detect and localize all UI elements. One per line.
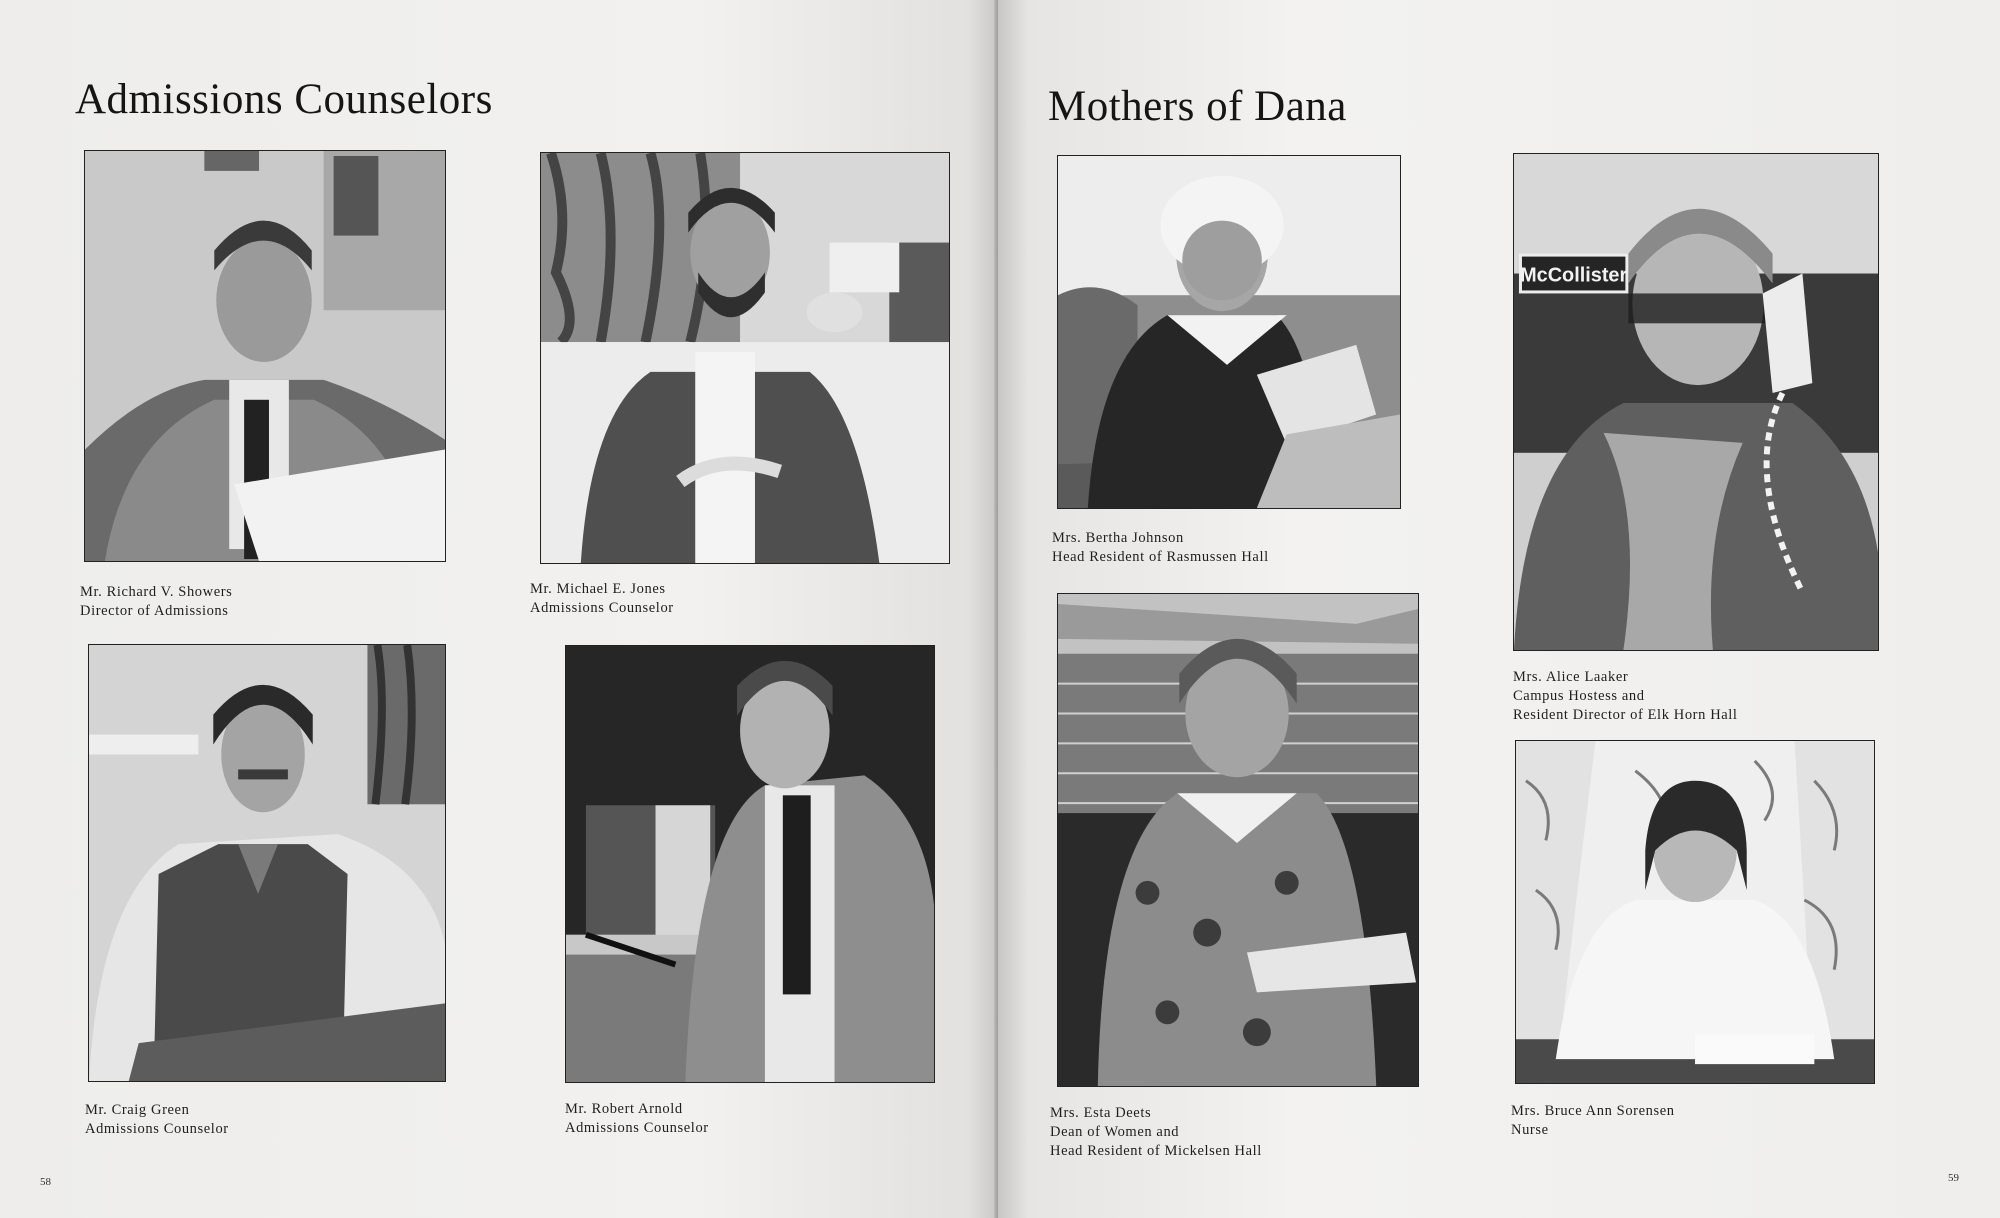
person-name: Mr. Richard V. Showers (80, 584, 233, 600)
person-role: Nurse (1511, 1122, 1549, 1138)
caption-alice-laaker (1513, 668, 1738, 725)
person-role: Head Resident of Rasmussen Hall (1052, 549, 1269, 565)
caption-michael-jones (530, 580, 674, 618)
photo-robert-arnold (565, 645, 935, 1083)
photo-richard-showers (84, 150, 446, 562)
caption-bertha-johnson (1052, 529, 1269, 567)
person-role: Director of Admissions (80, 603, 229, 619)
person-name: Mr. Craig Green (85, 1102, 190, 1118)
page-number-left: 58 (40, 1176, 51, 1188)
left-page-title: Admissions Counselors (75, 76, 493, 123)
mccollister-sign-text: McCollister (1520, 264, 1628, 287)
person-role: Campus Hostess and (1513, 688, 1645, 704)
photo-bruce-ann-sorensen (1515, 740, 1875, 1084)
caption-richard-showers (80, 583, 232, 621)
photo-michael-jones (540, 152, 950, 564)
photo-alice-laaker (1513, 153, 1879, 651)
left-page (0, 0, 998, 1218)
caption-craig-green (85, 1101, 229, 1139)
caption-robert-arnold (565, 1100, 709, 1138)
person-role: Resident Director of Elk Horn Hall (1513, 707, 1738, 723)
person-role: Admissions Counselor (530, 600, 674, 616)
person-name: Mr. Michael E. Jones (530, 581, 666, 597)
person-name: Mr. Robert Arnold (565, 1101, 683, 1117)
caption-esta-deets (1050, 1104, 1262, 1161)
right-page (998, 0, 2000, 1218)
person-name: Mrs. Bruce Ann Sorensen (1511, 1103, 1675, 1119)
right-page-title: Mothers of Dana (1048, 83, 1347, 130)
photo-craig-green (88, 644, 446, 1082)
page-number-right: 59 (1948, 1172, 1959, 1184)
person-role: Admissions Counselor (565, 1120, 709, 1136)
person-role: Admissions Counselor (85, 1121, 229, 1137)
person-name: Mrs. Alice Laaker (1513, 669, 1629, 685)
person-role: Dean of Women and (1050, 1124, 1180, 1140)
photo-bertha-johnson (1057, 155, 1401, 509)
person-name: Mrs. Bertha Johnson (1052, 530, 1184, 546)
photo-esta-deets (1057, 593, 1419, 1087)
caption-bruce-ann-sorensen (1511, 1102, 1675, 1140)
person-name: Mrs. Esta Deets (1050, 1105, 1152, 1121)
person-role: Head Resident of Mickelsen Hall (1050, 1143, 1262, 1159)
